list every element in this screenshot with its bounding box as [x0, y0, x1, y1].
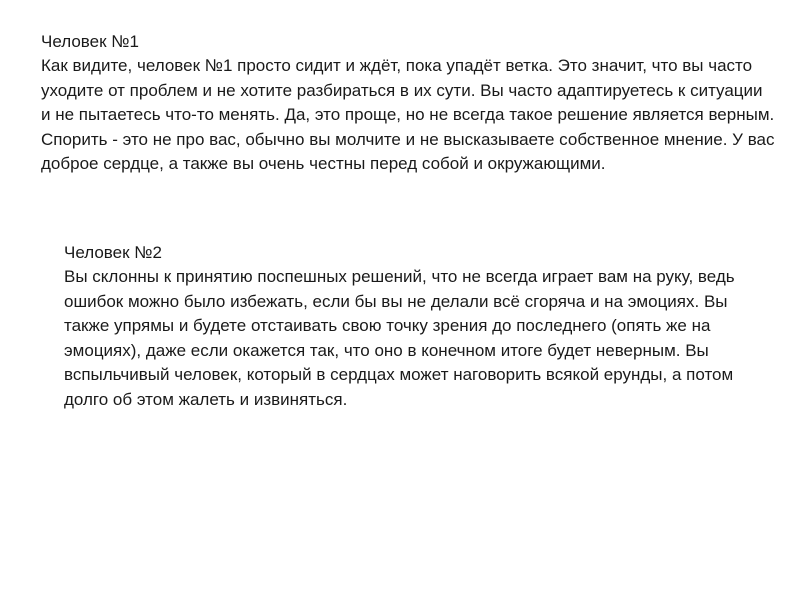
- person-2-title: Человек №2: [64, 243, 162, 262]
- person-1-title: Человек №1: [41, 32, 139, 51]
- person-2-block: [64, 241, 776, 412]
- person-1-description: Как видите, человек №1 просто сидит и ждёт, пока упадёт ветка. Это значит, что вы часто уходите от проблем и не хотите разбираться в их сути. Вы часто адаптируетесь к ситуации и не пытаетесь что-то менять. Да, это проще, но не всегда такое решение является верным. Спорить - это не про вас, обычно вы молчите и не высказываете собственное мнение. У вас доброе сердце, а также вы очень честны перед собой и окружающими.: [41, 56, 775, 173]
- person-2-description: Вы склонны к принятию поспешных решений, что не всегда играет вам на руку, ведь ошибок можно было избежать, если бы вы не делали всё сгоряча и на эмоциях. Вы также упрямы и будете отстаивать свою точку зрения до последнего (опять же на эмоциях), даже если окажется так, что оно в конечном итоге будет неверным. Вы вспыльчивый человек, который в сердцах может наговорить всякой ерунды, а потом долго об этом жалеть и извиняться.: [64, 267, 735, 409]
- person-1-block: [41, 30, 776, 177]
